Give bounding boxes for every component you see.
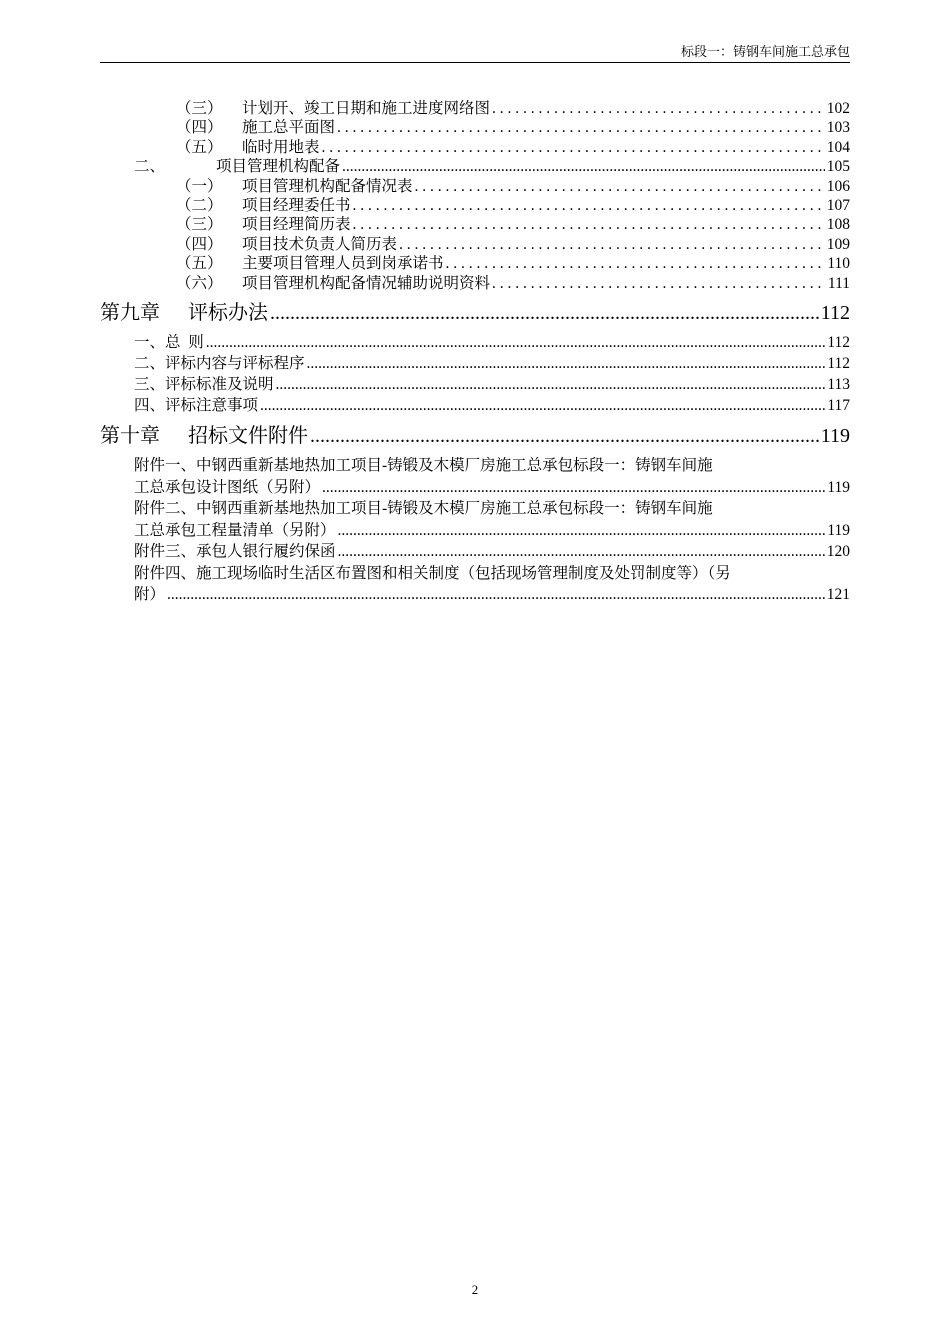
dot-leader: [353, 215, 825, 234]
toc-entry-title: 施工总平面图: [242, 119, 336, 137]
dot-leader: [260, 395, 825, 416]
toc-section-entry[interactable]: [100, 395, 850, 416]
toc-section-entry[interactable]: [100, 374, 850, 395]
toc-entry-title: 计划开、竣工日期和施工进度网络图: [242, 100, 491, 117]
page-number: 2: [471, 1282, 479, 1297]
page-footer: [0, 1282, 950, 1298]
toc-entry[interactable]: （六） 项目管理机构配备情况辅助说明资料 . . . 111: [100, 274, 850, 293]
toc-section-entry[interactable]: 二、 项目管理机构配备 ..... 105: [100, 157, 850, 176]
attachment-title-line2: 工总承包设计图纸（另附）: [134, 478, 321, 496]
toc-entry[interactable]: （二） 项目经理委任书 . . . 107: [100, 196, 850, 215]
toc-attachment-entry[interactable]: [100, 455, 850, 498]
toc-page-number: 112: [820, 302, 850, 325]
dot-leader: [310, 423, 819, 449]
dot-leader: [399, 235, 825, 254]
toc-entry[interactable]: （五） 主要项目管理人员到岗承诺书 . . . 110: [100, 254, 850, 273]
chapter-number: 第十章: [100, 425, 160, 448]
dot-leader: [167, 584, 825, 606]
header-title: 标段一：铸钢车间施工总承包: [680, 44, 850, 59]
toc-entry-title: 项目经理委任书: [242, 197, 351, 215]
dot-leader: [307, 353, 826, 374]
toc-entry-title: 四、评标注意事项: [134, 397, 259, 415]
toc-page-number: 120: [826, 543, 850, 561]
toc-section-entry[interactable]: [100, 332, 850, 353]
toc-entry-title: 项目经理简历表: [242, 216, 351, 234]
toc-attachment-entry[interactable]: [100, 498, 850, 541]
dot-leader: [338, 541, 825, 563]
toc-page-number: 109: [826, 235, 850, 253]
toc-entry-title: 主要项目管理人员到岗承诺书: [242, 255, 444, 273]
dot-leader: [206, 332, 826, 353]
toc-page-number: 107: [826, 197, 850, 215]
toc-page-number: 104: [826, 138, 850, 156]
toc-page-number: 106: [826, 177, 850, 195]
toc-attachment-entry[interactable]: [100, 541, 850, 563]
toc-entry-title: 三、评标标准及说明: [134, 376, 274, 394]
toc-entry-title: 项目技术负责人简历表: [242, 235, 398, 253]
dot-leader: [342, 157, 825, 176]
toc-entry-title: 项目管理机构配备情况表: [242, 177, 413, 195]
dot-leader: [446, 254, 826, 273]
toc-page-number: 112: [827, 355, 850, 373]
dot-leader: [337, 118, 825, 137]
toc-page-number: 117: [827, 397, 850, 415]
chapter-number: 第九章: [100, 302, 160, 325]
attachment-title-line2: 工总承包工程量清单（另附）: [134, 521, 336, 539]
toc-entry[interactable]: （三） 项目经理简历表 . . . 108: [100, 215, 850, 234]
toc-entry-title: 项目管理机构配备情况辅助说明资料: [242, 274, 491, 292]
dot-leader: [276, 374, 826, 395]
toc-entry[interactable]: （五） 临时用地表 . . . 104: [100, 138, 850, 157]
page-header: [100, 44, 850, 63]
toc-page-number: 110: [827, 255, 850, 273]
toc-entry[interactable]: （四） 施工总平面图 . . . 103: [100, 118, 850, 137]
toc-page-number: 119: [827, 478, 850, 496]
chapter-title: 评标办法: [188, 302, 268, 325]
dot-leader: [492, 274, 826, 293]
dot-leader: [322, 477, 825, 499]
dot-leader: [492, 99, 825, 118]
toc-page-number: 113: [827, 376, 850, 394]
toc-page-number: 119: [827, 521, 850, 539]
attachment-title: 附件三、承包人银行履约保函: [134, 543, 336, 561]
toc-attachment-entry[interactable]: [100, 563, 850, 606]
toc-chapter-entry[interactable]: [100, 300, 850, 326]
table-of-contents: [100, 99, 850, 606]
dot-leader: [322, 138, 825, 157]
toc-page-number: 103: [826, 119, 850, 137]
toc-entry-title: 项目管理机构配备: [216, 158, 341, 176]
toc-entry-title: 一、总 则: [134, 334, 204, 352]
toc-page-number: 102: [826, 100, 850, 117]
toc-chapter-entry[interactable]: [100, 423, 850, 449]
chapter-title: 招标文件附件: [188, 425, 308, 448]
toc-entry[interactable]: （三） 计划开、竣工日期和施工进度网络图 . . . 102: [100, 99, 850, 118]
attachment-title-line1: 附件一、中钢西重新基地热加工项目-铸锻及木模厂房施工总承包标段一：铸钢车间施: [134, 457, 713, 475]
toc-section-entry[interactable]: [100, 353, 850, 374]
attachment-title-line2: 附）: [134, 586, 166, 604]
toc-entry-title: 临时用地表: [242, 138, 320, 156]
dot-leader: [338, 520, 826, 542]
dot-leader: [353, 196, 825, 215]
toc-page-number: 112: [827, 334, 850, 352]
toc-entry-title: 二、评标内容与评标程序: [134, 355, 305, 373]
attachment-title-line1: 附件二、中钢西重新基地热加工项目-铸锻及木模厂房施工总承包标段一：铸钢车间施: [134, 500, 713, 518]
toc-entry[interactable]: （四） 项目技术负责人简历表 . . . 109: [100, 235, 850, 254]
dot-leader: [270, 300, 819, 326]
toc-page-number: 119: [820, 425, 850, 448]
toc-page-number: 111: [827, 274, 850, 292]
dot-leader: [415, 177, 825, 196]
toc-page-number: 108: [826, 216, 850, 234]
attachment-title-line1: 附件四、施工现场临时生活区布置图和相关制度（包括现场管理制度及处罚制度等）（另: [134, 564, 731, 582]
toc-page-number: 105: [826, 158, 850, 176]
toc-entry[interactable]: （一） 项目管理机构配备情况表 . . . 106: [100, 177, 850, 196]
toc-page-number: 121: [826, 586, 850, 604]
